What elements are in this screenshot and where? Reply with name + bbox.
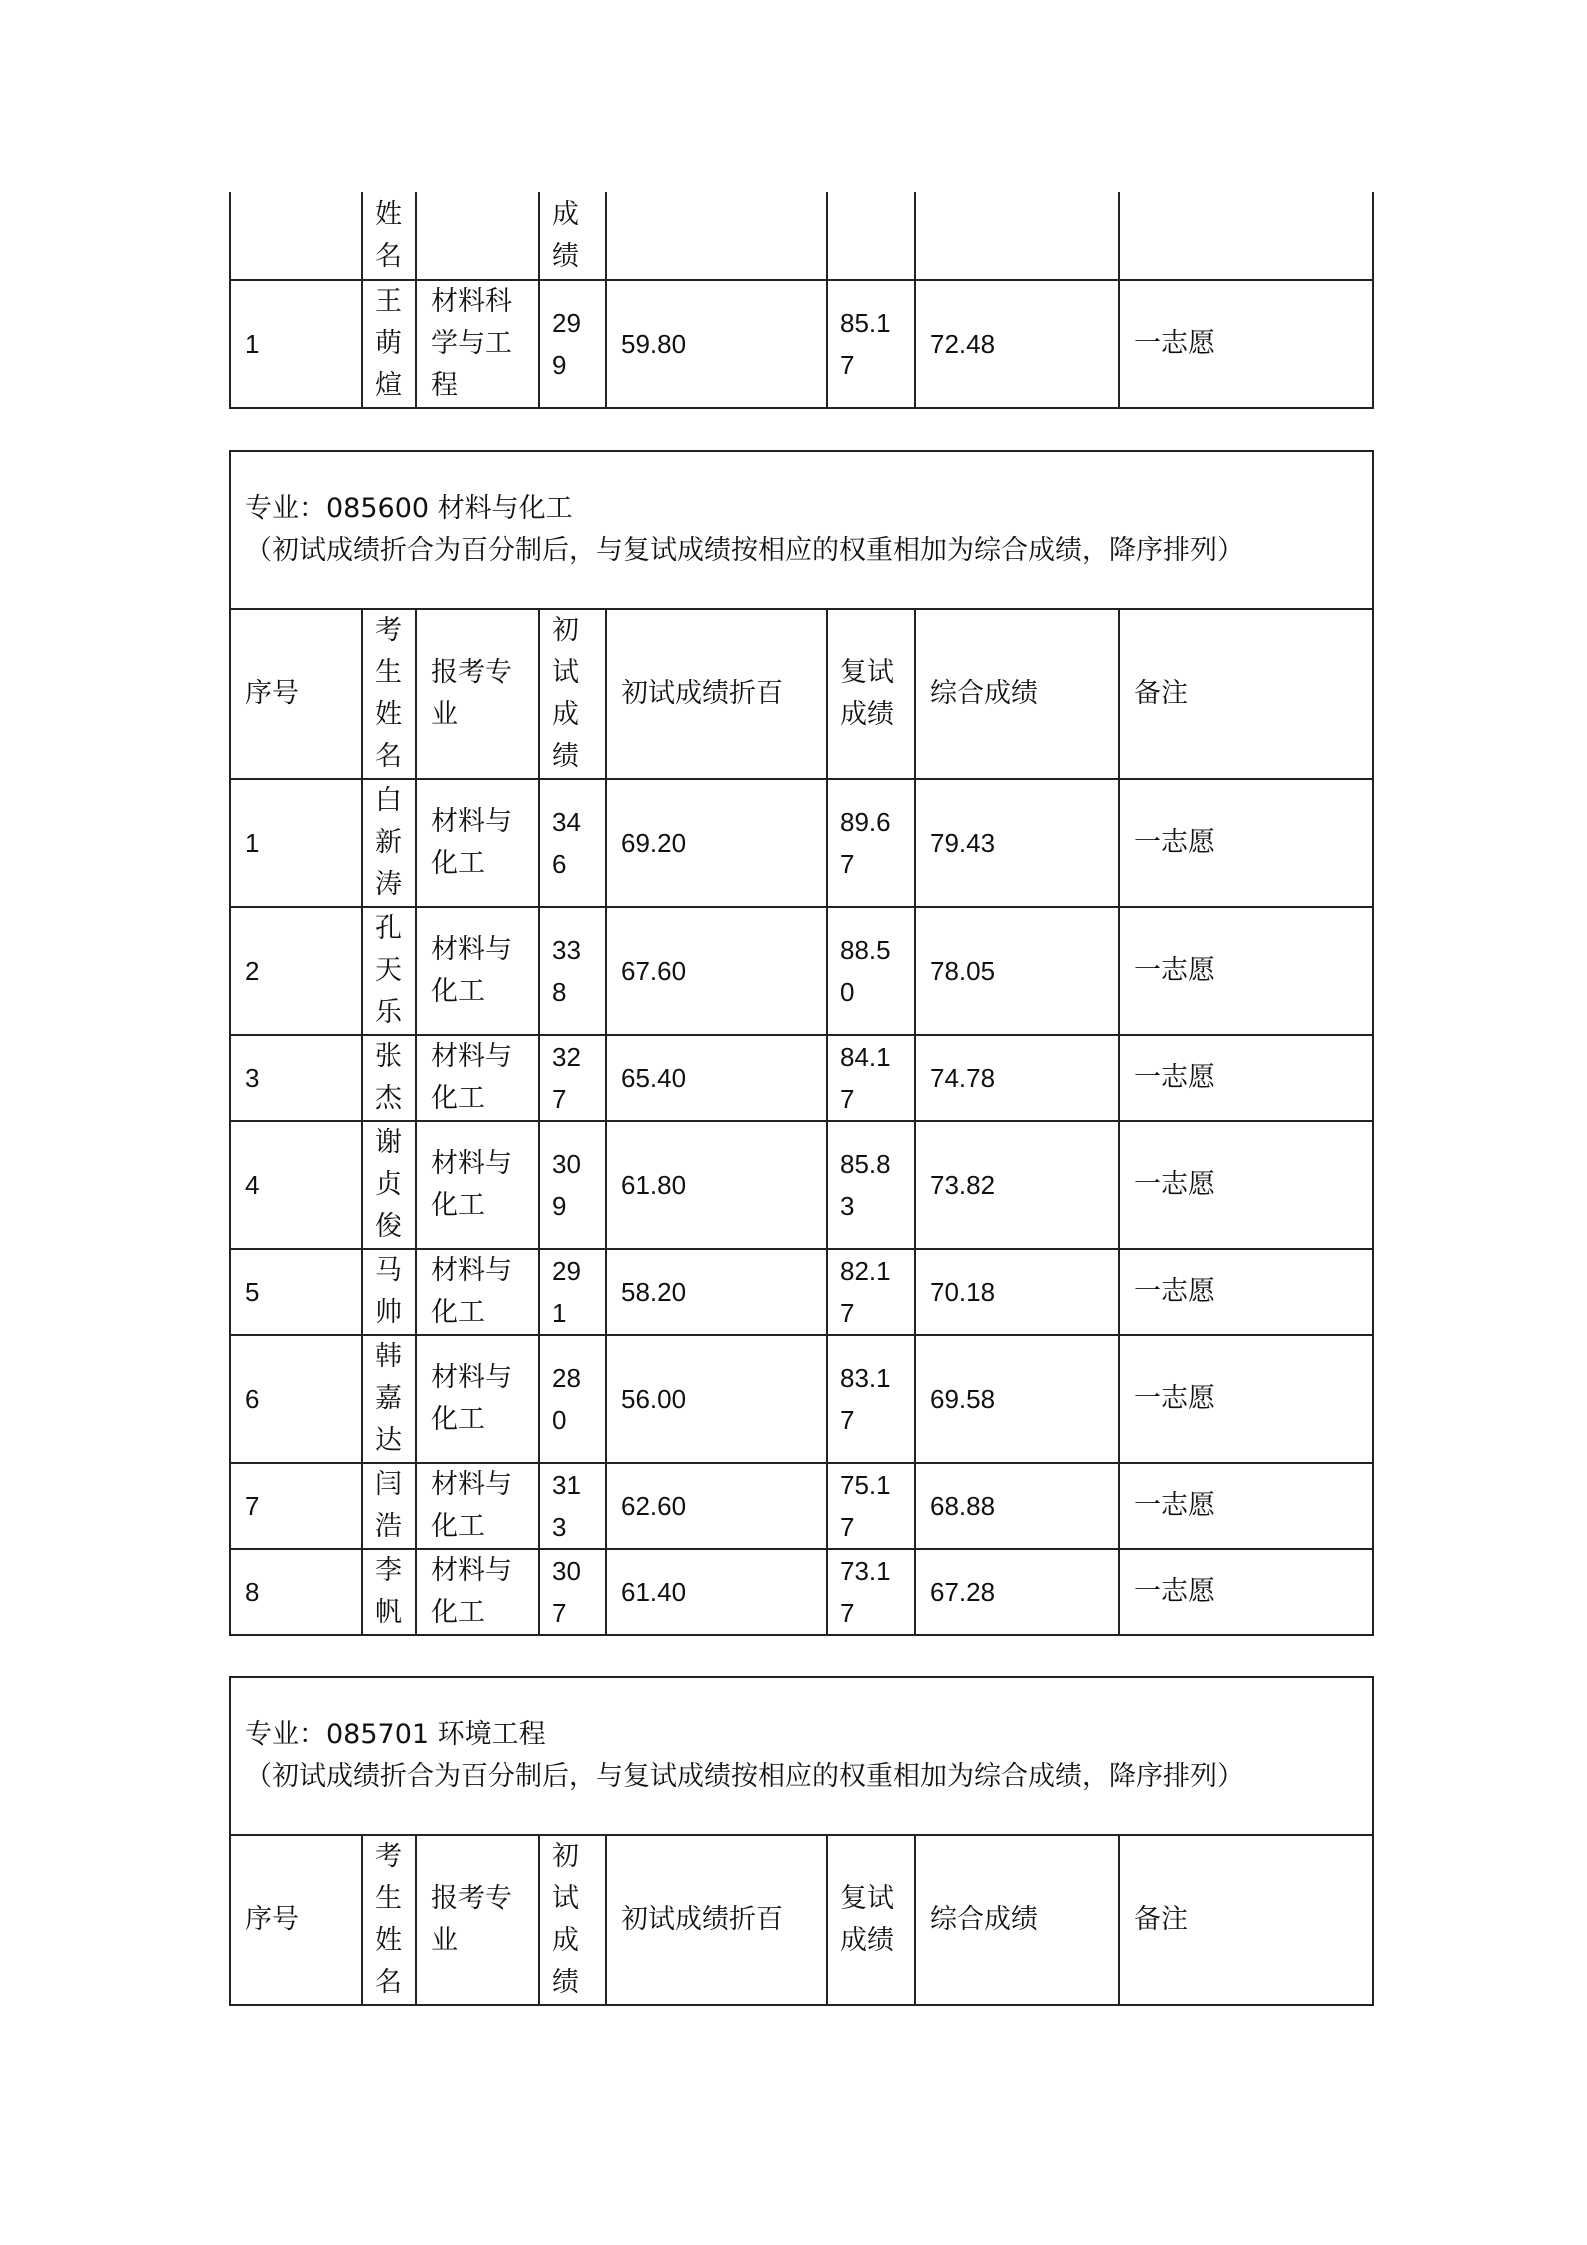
header-cell-retest — [827, 192, 915, 280]
section-table-085701 — [229, 1676, 1374, 2006]
cell-major: 材料与化工 — [416, 779, 539, 907]
cell-retest: 82.17 — [827, 1249, 915, 1335]
section-header-cell — [230, 1677, 1373, 1835]
cell-converted: 65.40 — [606, 1035, 827, 1121]
section-table-085600 — [229, 450, 1374, 1636]
column-header-major: 报考专业 — [416, 609, 539, 779]
major-title: 专业：085701 环境工程 — [245, 1719, 546, 1750]
cell-initial: 346 — [539, 779, 606, 907]
cell-converted: 58.20 — [606, 1249, 827, 1335]
cell-note: 一志愿 — [1119, 1549, 1373, 1635]
header-cell-major — [416, 192, 539, 280]
cell-name: 闫浩 — [362, 1463, 416, 1549]
cell-total: 72.48 — [915, 280, 1119, 408]
cell-no: 1 — [230, 280, 362, 408]
cell-no: 1 — [230, 779, 362, 907]
table-row — [230, 907, 1373, 1035]
table-row — [230, 779, 1373, 907]
cell-no: 4 — [230, 1121, 362, 1249]
cell-name: 孔天乐 — [362, 907, 416, 1035]
cell-initial: 291 — [539, 1249, 606, 1335]
cell-note: 一志愿 — [1119, 280, 1373, 408]
column-header-converted: 初试成绩折百 — [606, 609, 827, 779]
cell-no: 5 — [230, 1249, 362, 1335]
cell-initial: 313 — [539, 1463, 606, 1549]
cell-name: 白新涛 — [362, 779, 416, 907]
cell-retest: 83.17 — [827, 1335, 915, 1463]
table-row — [230, 1463, 1373, 1549]
cell-name: 王萌煊 — [362, 280, 416, 408]
column-header-initial: 初试成绩 — [539, 1835, 606, 2005]
cell-initial: 338 — [539, 907, 606, 1035]
cell-major: 材料与化工 — [416, 1121, 539, 1249]
cell-name: 李帆 — [362, 1549, 416, 1635]
cell-name: 谢贞俊 — [362, 1121, 416, 1249]
column-header-total: 综合成绩 — [915, 609, 1119, 779]
section-header-row — [230, 451, 1373, 609]
table-row — [230, 1549, 1373, 1635]
column-header-major: 报考专业 — [416, 1835, 539, 2005]
header-cell-initial: 成绩 — [539, 192, 606, 280]
cell-major: 材料科学与工程 — [416, 280, 539, 408]
header-fragment-row — [230, 192, 1373, 280]
cell-converted: 62.60 — [606, 1463, 827, 1549]
cell-converted: 69.20 — [606, 779, 827, 907]
cell-major: 材料与化工 — [416, 1463, 539, 1549]
section-header-row — [230, 1677, 1373, 1835]
column-header-no: 序号 — [230, 1835, 362, 2005]
column-header-no: 序号 — [230, 609, 362, 779]
cell-name: 马帅 — [362, 1249, 416, 1335]
table-row — [230, 1035, 1373, 1121]
cell-converted: 59.80 — [606, 280, 827, 408]
cell-major: 材料与化工 — [416, 1249, 539, 1335]
cell-note: 一志愿 — [1119, 1335, 1373, 1463]
cell-total: 69.58 — [915, 1335, 1119, 1463]
table-row — [230, 280, 1373, 408]
cell-total: 78.05 — [915, 907, 1119, 1035]
cell-converted: 67.60 — [606, 907, 827, 1035]
column-header-retest: 复试成绩 — [827, 1835, 915, 2005]
section-header-cell — [230, 451, 1373, 609]
cell-converted: 56.00 — [606, 1335, 827, 1463]
cell-initial: 307 — [539, 1549, 606, 1635]
cell-total: 67.28 — [915, 1549, 1119, 1635]
cell-major: 材料与化工 — [416, 1035, 539, 1121]
cell-note: 一志愿 — [1119, 1121, 1373, 1249]
cell-retest: 75.17 — [827, 1463, 915, 1549]
cell-no: 2 — [230, 907, 362, 1035]
column-header-note: 备注 — [1119, 609, 1373, 779]
cell-retest: 85.83 — [827, 1121, 915, 1249]
cell-major: 材料与化工 — [416, 1335, 539, 1463]
cell-no: 7 — [230, 1463, 362, 1549]
cell-note: 一志愿 — [1119, 1249, 1373, 1335]
cell-total: 73.82 — [915, 1121, 1119, 1249]
column-header-name: 考生姓名 — [362, 609, 416, 779]
continued-table — [229, 192, 1374, 409]
cell-note: 一志愿 — [1119, 1035, 1373, 1121]
cell-retest: 85.17 — [827, 280, 915, 408]
cell-initial: 299 — [539, 280, 606, 408]
cell-initial: 280 — [539, 1335, 606, 1463]
cell-name: 张杰 — [362, 1035, 416, 1121]
cell-converted: 61.40 — [606, 1549, 827, 1635]
header-cell-note — [1119, 192, 1373, 280]
cell-note: 一志愿 — [1119, 779, 1373, 907]
column-header-name: 考生姓名 — [362, 1835, 416, 2005]
cell-total: 74.78 — [915, 1035, 1119, 1121]
cell-major: 材料与化工 — [416, 1549, 539, 1635]
cell-no: 3 — [230, 1035, 362, 1121]
header-cell-total — [915, 192, 1119, 280]
column-header-initial: 初试成绩 — [539, 609, 606, 779]
column-header-converted: 初试成绩折百 — [606, 1835, 827, 2005]
cell-total: 70.18 — [915, 1249, 1119, 1335]
cell-total: 79.43 — [915, 779, 1119, 907]
ranking-rule: （初试成绩折合为百分制后，与复试成绩按相应的权重相加为综合成绩，降序排列） — [245, 535, 1244, 566]
cell-total: 68.88 — [915, 1463, 1119, 1549]
cell-no: 6 — [230, 1335, 362, 1463]
cell-converted: 61.80 — [606, 1121, 827, 1249]
column-header-row — [230, 609, 1373, 779]
cell-note: 一志愿 — [1119, 907, 1373, 1035]
table-row — [230, 1335, 1373, 1463]
cell-retest: 89.67 — [827, 779, 915, 907]
table-row — [230, 1121, 1373, 1249]
column-header-retest: 复试成绩 — [827, 609, 915, 779]
cell-no: 8 — [230, 1549, 362, 1635]
cell-initial: 309 — [539, 1121, 606, 1249]
cell-name: 韩嘉达 — [362, 1335, 416, 1463]
column-header-total: 综合成绩 — [915, 1835, 1119, 2005]
header-cell-no — [230, 192, 362, 280]
major-title: 专业：085600 材料与化工 — [245, 493, 573, 524]
cell-retest: 73.17 — [827, 1549, 915, 1635]
cell-initial: 327 — [539, 1035, 606, 1121]
column-header-note: 备注 — [1119, 1835, 1373, 2005]
ranking-rule: （初试成绩折合为百分制后，与复试成绩按相应的权重相加为综合成绩，降序排列） — [245, 1761, 1244, 1792]
column-header-row — [230, 1835, 1373, 2005]
header-cell-converted — [606, 192, 827, 280]
cell-retest: 84.17 — [827, 1035, 915, 1121]
header-cell-name: 姓名 — [362, 192, 416, 280]
table-row — [230, 1249, 1373, 1335]
cell-retest: 88.50 — [827, 907, 915, 1035]
cell-major: 材料与化工 — [416, 907, 539, 1035]
cell-note: 一志愿 — [1119, 1463, 1373, 1549]
